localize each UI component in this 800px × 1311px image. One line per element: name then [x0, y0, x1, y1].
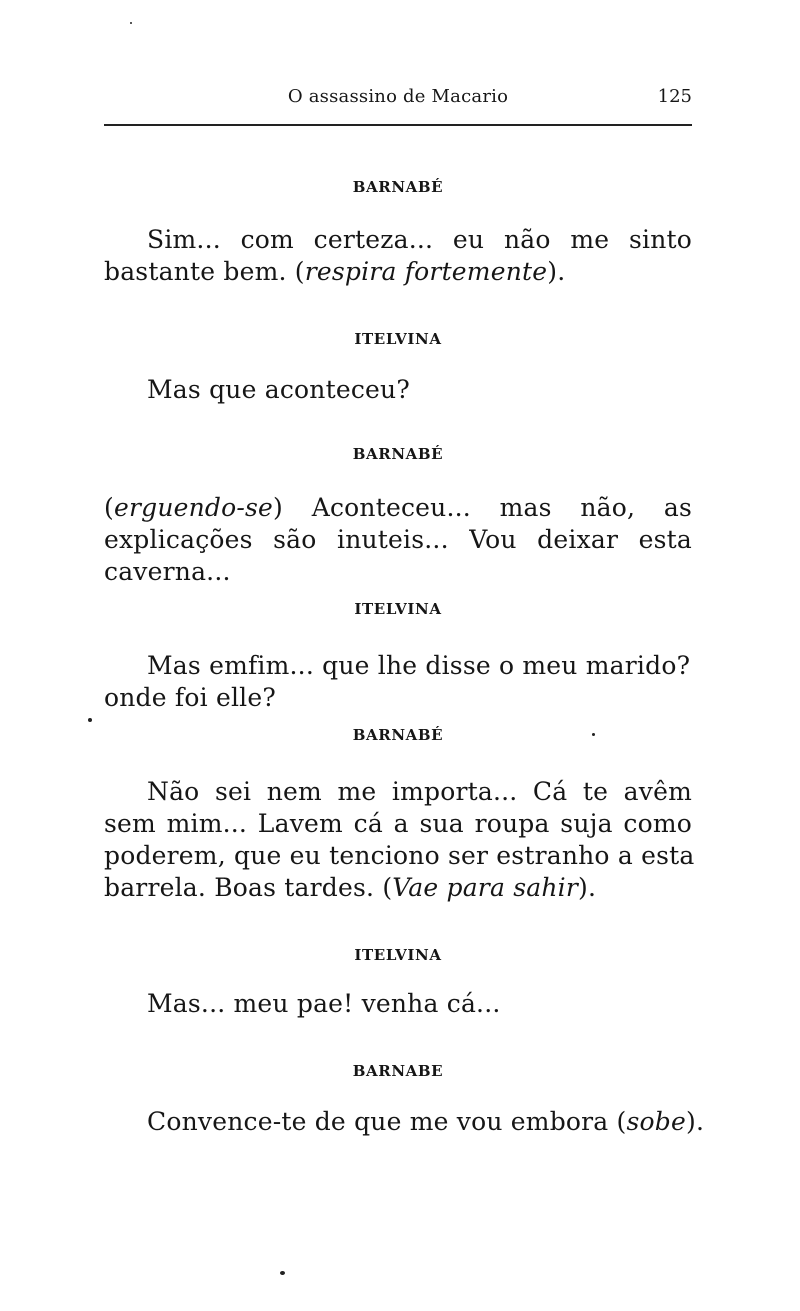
scan-speck	[280, 1271, 285, 1275]
dialogue-line: onde foi elle?	[104, 683, 276, 712]
stage-direction: Vae para sahir	[392, 873, 578, 902]
dialogue-text: bastante bem. (	[104, 257, 305, 286]
dialogue-line: explicações são inuteis... Vou deixar esta	[104, 525, 692, 554]
dialogue-line: Mas emfim... que lhe disse o meu marido?	[147, 651, 691, 680]
speaker-name: BARNABÉ	[352, 726, 444, 744]
speaker-name: BARNABE	[352, 1062, 444, 1080]
stage-direction: sobe	[626, 1107, 686, 1136]
dialogue-line: Mas... meu pae! venha cá...	[147, 989, 501, 1018]
stage-direction: erguendo-se	[113, 493, 274, 522]
dialogue-paragraph	[104, 492, 692, 588]
dialogue-paragraph	[104, 650, 692, 714]
page-number: 125	[657, 86, 692, 107]
scan-speck	[592, 733, 595, 736]
speaker-name: BARNABÉ	[352, 178, 444, 196]
dialogue-paragraph	[104, 776, 695, 904]
dialogue-text: (	[104, 493, 114, 522]
dialogue-paragraph	[104, 374, 692, 406]
dialogue-line: Sim... com certeza... eu não me sinto	[147, 225, 692, 254]
dialogue-line: poderem, que eu tenciono ser estranho a esta	[104, 841, 695, 870]
scan-speck	[88, 718, 92, 722]
dialogue-line	[104, 872, 692, 904]
dialogue-text: ).	[547, 257, 566, 286]
dialogue-text: ).	[577, 873, 597, 902]
dialogue-line	[104, 1106, 705, 1138]
running-title: O assassino de Macario	[287, 86, 509, 107]
speaker-name: BARNABÉ	[352, 445, 444, 463]
scan-speck	[130, 22, 132, 24]
dialogue-line: Mas que aconteceu?	[147, 375, 410, 404]
dialogue-line: sem mim... Lavem cá a sua roupa suja como	[104, 809, 692, 838]
dialogue-line	[104, 256, 692, 288]
speaker-name: ITELVINA	[354, 330, 442, 348]
dialogue-text: ) Aconteceu... mas não, as	[273, 493, 692, 522]
dialogue-paragraph	[104, 224, 692, 288]
dialogue-paragraph	[104, 1106, 705, 1138]
dialogue-text: ).	[686, 1107, 705, 1136]
header-rule	[104, 124, 692, 126]
dialogue-line: Não sei nem me importa... Cá te avêm	[147, 777, 692, 806]
dialogue-line: caverna...	[104, 557, 231, 586]
speaker-name: ITELVINA	[354, 600, 442, 618]
dialogue-text: Convence-te de que me vou embora (	[147, 1107, 627, 1136]
speaker-name: ITELVINA	[354, 946, 442, 964]
dialogue-paragraph	[104, 988, 692, 1020]
stage-direction: respira fortemente	[304, 257, 548, 286]
page-header	[104, 86, 692, 116]
dialogue-text: barrela. Boas tardes. (	[104, 873, 393, 902]
dialogue-line	[104, 492, 692, 524]
